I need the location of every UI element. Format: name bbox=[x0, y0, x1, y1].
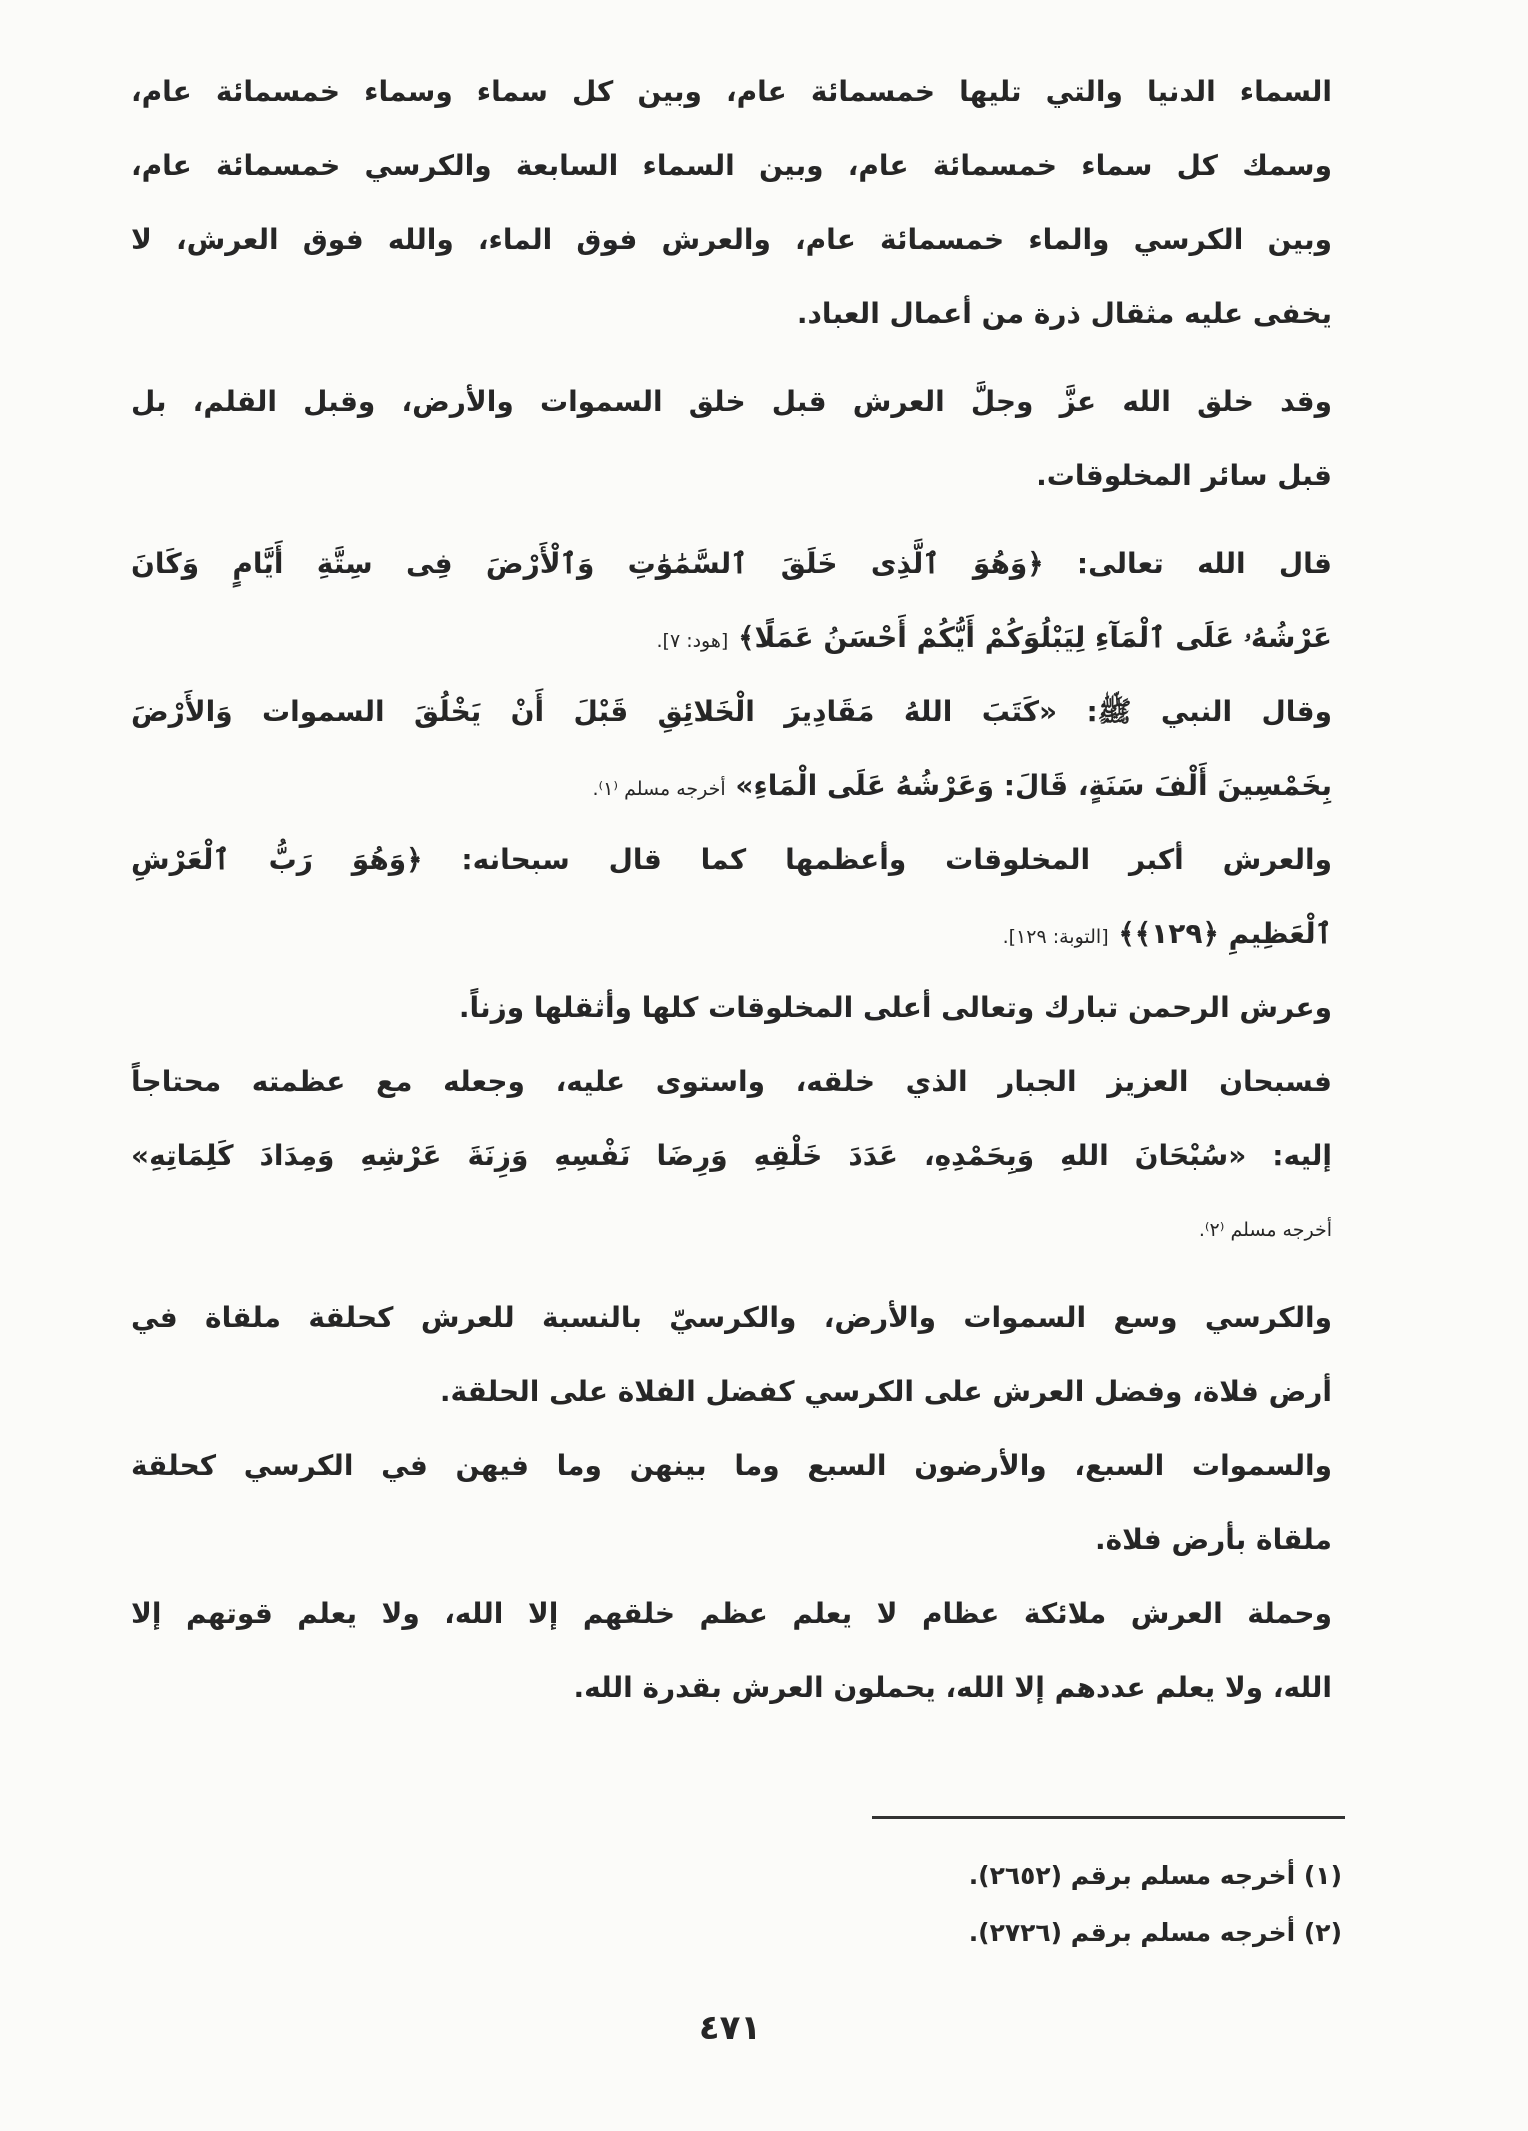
footnote-2: (٢) أخرجه مسلم برقم (٢٧٢٦). bbox=[968, 1918, 1342, 1947]
text-line: وحملة العرش ملائكة عظام لا يعلم عظم خلقهم إلا الله، ولا يعلم قوتهم إلا bbox=[131, 1597, 1332, 1630]
citation-line: أخرجه مسلم ⁽٢⁾. bbox=[1198, 1219, 1332, 1241]
text-line: قبل سائر المخلوقات. bbox=[1036, 459, 1332, 492]
text-line: أرض فلاة، وفضل العرش على الكرسي كفضل الفلاة على الحلقة. bbox=[439, 1375, 1332, 1408]
footnote-divider bbox=[872, 1816, 1345, 1819]
text-line: الله، ولا يعلم عددهم إلا الله، يحملون العرش بقدرة الله. bbox=[573, 1671, 1332, 1704]
footnote-1: (١) أخرجه مسلم برقم (٢٦٥٢). bbox=[968, 1861, 1342, 1890]
text-line: والسموات السبع، والأرضون السبع وما بينهن وما فيهن في الكرسي كحلقة bbox=[131, 1449, 1332, 1482]
page-number: ٤٧١ bbox=[698, 2008, 762, 2048]
hadith-line: وقال النبي ﷺ: «كَتَبَ اللهُ مَقَادِيرَ الْخَلائِقِ قَبْلَ أَنْ يَخْلُقَ السموات وَالأَرْضَ bbox=[131, 695, 1332, 728]
hadith-line bbox=[131, 756, 1332, 830]
citation: [هود: ٧]. bbox=[656, 630, 729, 652]
quran-verse-line bbox=[131, 904, 1332, 978]
text-line: فسبحان العزيز الجبار الذي خلقه، واستوى عليه، وجعله مع عظمته محتاجاً bbox=[131, 1065, 1332, 1098]
verse-text: ٱلْعَظِيمِ ﴿١٢٩﴾﴾ bbox=[1118, 917, 1332, 950]
page-body bbox=[131, 62, 1332, 1732]
text-line: يخفى عليه مثقال ذرة من أعمال العباد. bbox=[796, 297, 1332, 330]
text-line: وعرش الرحمن تبارك وتعالى أعلى المخلوقات كلها وأثقلها وزناً. bbox=[458, 991, 1332, 1024]
text-line: وبين الكرسي والماء خمسمائة عام، والعرش فوق الماء، والله فوق العرش، لا bbox=[131, 223, 1332, 256]
citation: [التوبة: ١٢٩]. bbox=[1002, 926, 1109, 948]
text-line: وقد خلق الله عزَّ وجلَّ العرش قبل خلق السموات والأرض، وقبل القلم، بل bbox=[131, 385, 1332, 418]
citation: أخرجه مسلم ⁽١⁾. bbox=[592, 778, 726, 800]
text-line: والكرسي وسع السموات والأرض، والكرسيّ بالنسبة للعرش كحلقة ملقاة في bbox=[131, 1301, 1332, 1334]
hadith-text: بِخَمْسِينَ أَلْفَ سَنَةٍ، قَالَ: وَعَرْشُهُ عَلَى الْمَاءِ» bbox=[735, 769, 1332, 802]
verse-text: عَرْشُهُۥ عَلَى ٱلْمَآءِ لِيَبْلُوَكُمْ أَيُّكُمْ أَحْسَنُ عَمَلًا﴾ bbox=[738, 621, 1332, 654]
quran-verse-line: قال الله تعالى: ﴿وَهُوَ ٱلَّذِى خَلَقَ ٱلسَّمَٰوَٰتِ وَٱلْأَرْضَ فِى سِتَّةِ أَيَّامٍ وَكَانَ bbox=[131, 547, 1332, 580]
text-line: السماء الدنيا والتي تليها خمسمائة عام، وبين كل سماء وسماء خمسمائة عام، bbox=[131, 75, 1332, 108]
text-line: وسمك كل سماء خمسمائة عام، وبين السماء السابعة والكرسي خمسمائة عام، bbox=[131, 149, 1332, 182]
quran-verse-line bbox=[131, 608, 1332, 682]
text-line: ملقاة بأرض فلاة. bbox=[1094, 1523, 1332, 1556]
text-line: والعرش أكبر المخلوقات وأعظمها كما قال سبحانه: ﴿وَهُوَ رَبُّ ٱلْعَرْشِ bbox=[131, 843, 1332, 876]
hadith-line: إليه: «سُبْحَانَ اللهِ وَبِحَمْدِهِ، عَدَدَ خَلْقِهِ وَرِضَا نَفْسِهِ وَزِنَةَ عَرْشِهِ وَمِدَادَ كَلِمَاتِهِ» bbox=[131, 1139, 1332, 1172]
